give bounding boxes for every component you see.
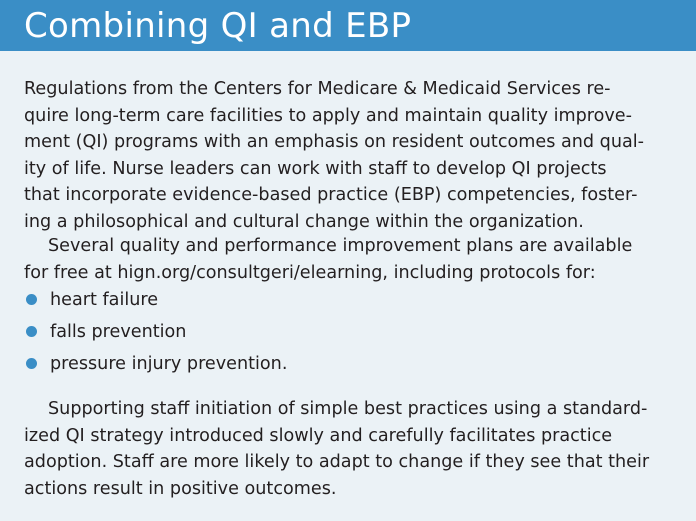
text-line: that incorporate evidence-based practice (EBP) competencies, foster-	[24, 185, 638, 205]
text-line: ing a philosophical and cultural change within the organization.	[24, 211, 584, 232]
text-line: adoption. Staff are more likely to adapt to change if they see that their	[24, 452, 650, 472]
text-line: ment (QI) programs with an emphasis on resident outcomes and qual-	[24, 132, 645, 152]
text-line: Supporting staff initiation of simple best practices using a standard-	[48, 399, 648, 419]
text-line: Regulations from the Centers for Medicare & Medicaid Services re-	[24, 79, 611, 99]
text-line: Several quality and performance improvement plans are available	[48, 236, 633, 256]
bullet-dot-icon	[26, 326, 37, 337]
page-title: Combining QI and EBP	[24, 6, 412, 46]
list-item	[24, 350, 287, 382]
bullet-dot-icon	[26, 358, 37, 369]
text-line: actions result in positive outcomes.	[24, 478, 337, 499]
text-line: quire long-term care facilities to apply and maintain quality improve-	[24, 105, 632, 126]
list-item	[24, 286, 287, 318]
paragraph-improvement-plans	[24, 233, 674, 286]
bullet-dot-icon	[26, 294, 37, 305]
list-item-label: falls prevention	[50, 322, 187, 342]
text-line: ized QI strategy introduced slowly and carefully facilitates practice	[24, 425, 613, 446]
protocol-list	[24, 286, 287, 382]
paragraph-regulations	[24, 76, 674, 235]
text-line: ity of life. Nurse leaders can work with staff to develop QI projects	[24, 158, 607, 179]
list-item	[24, 318, 287, 350]
list-item-label: heart failure	[50, 290, 159, 310]
paragraph-best-practices	[24, 396, 674, 502]
list-item-label: pressure injury prevention.	[50, 354, 288, 374]
header-bar	[0, 0, 696, 51]
text-line: for free at hign.org/consultgeri/elearning, including protocols for:	[24, 262, 596, 283]
